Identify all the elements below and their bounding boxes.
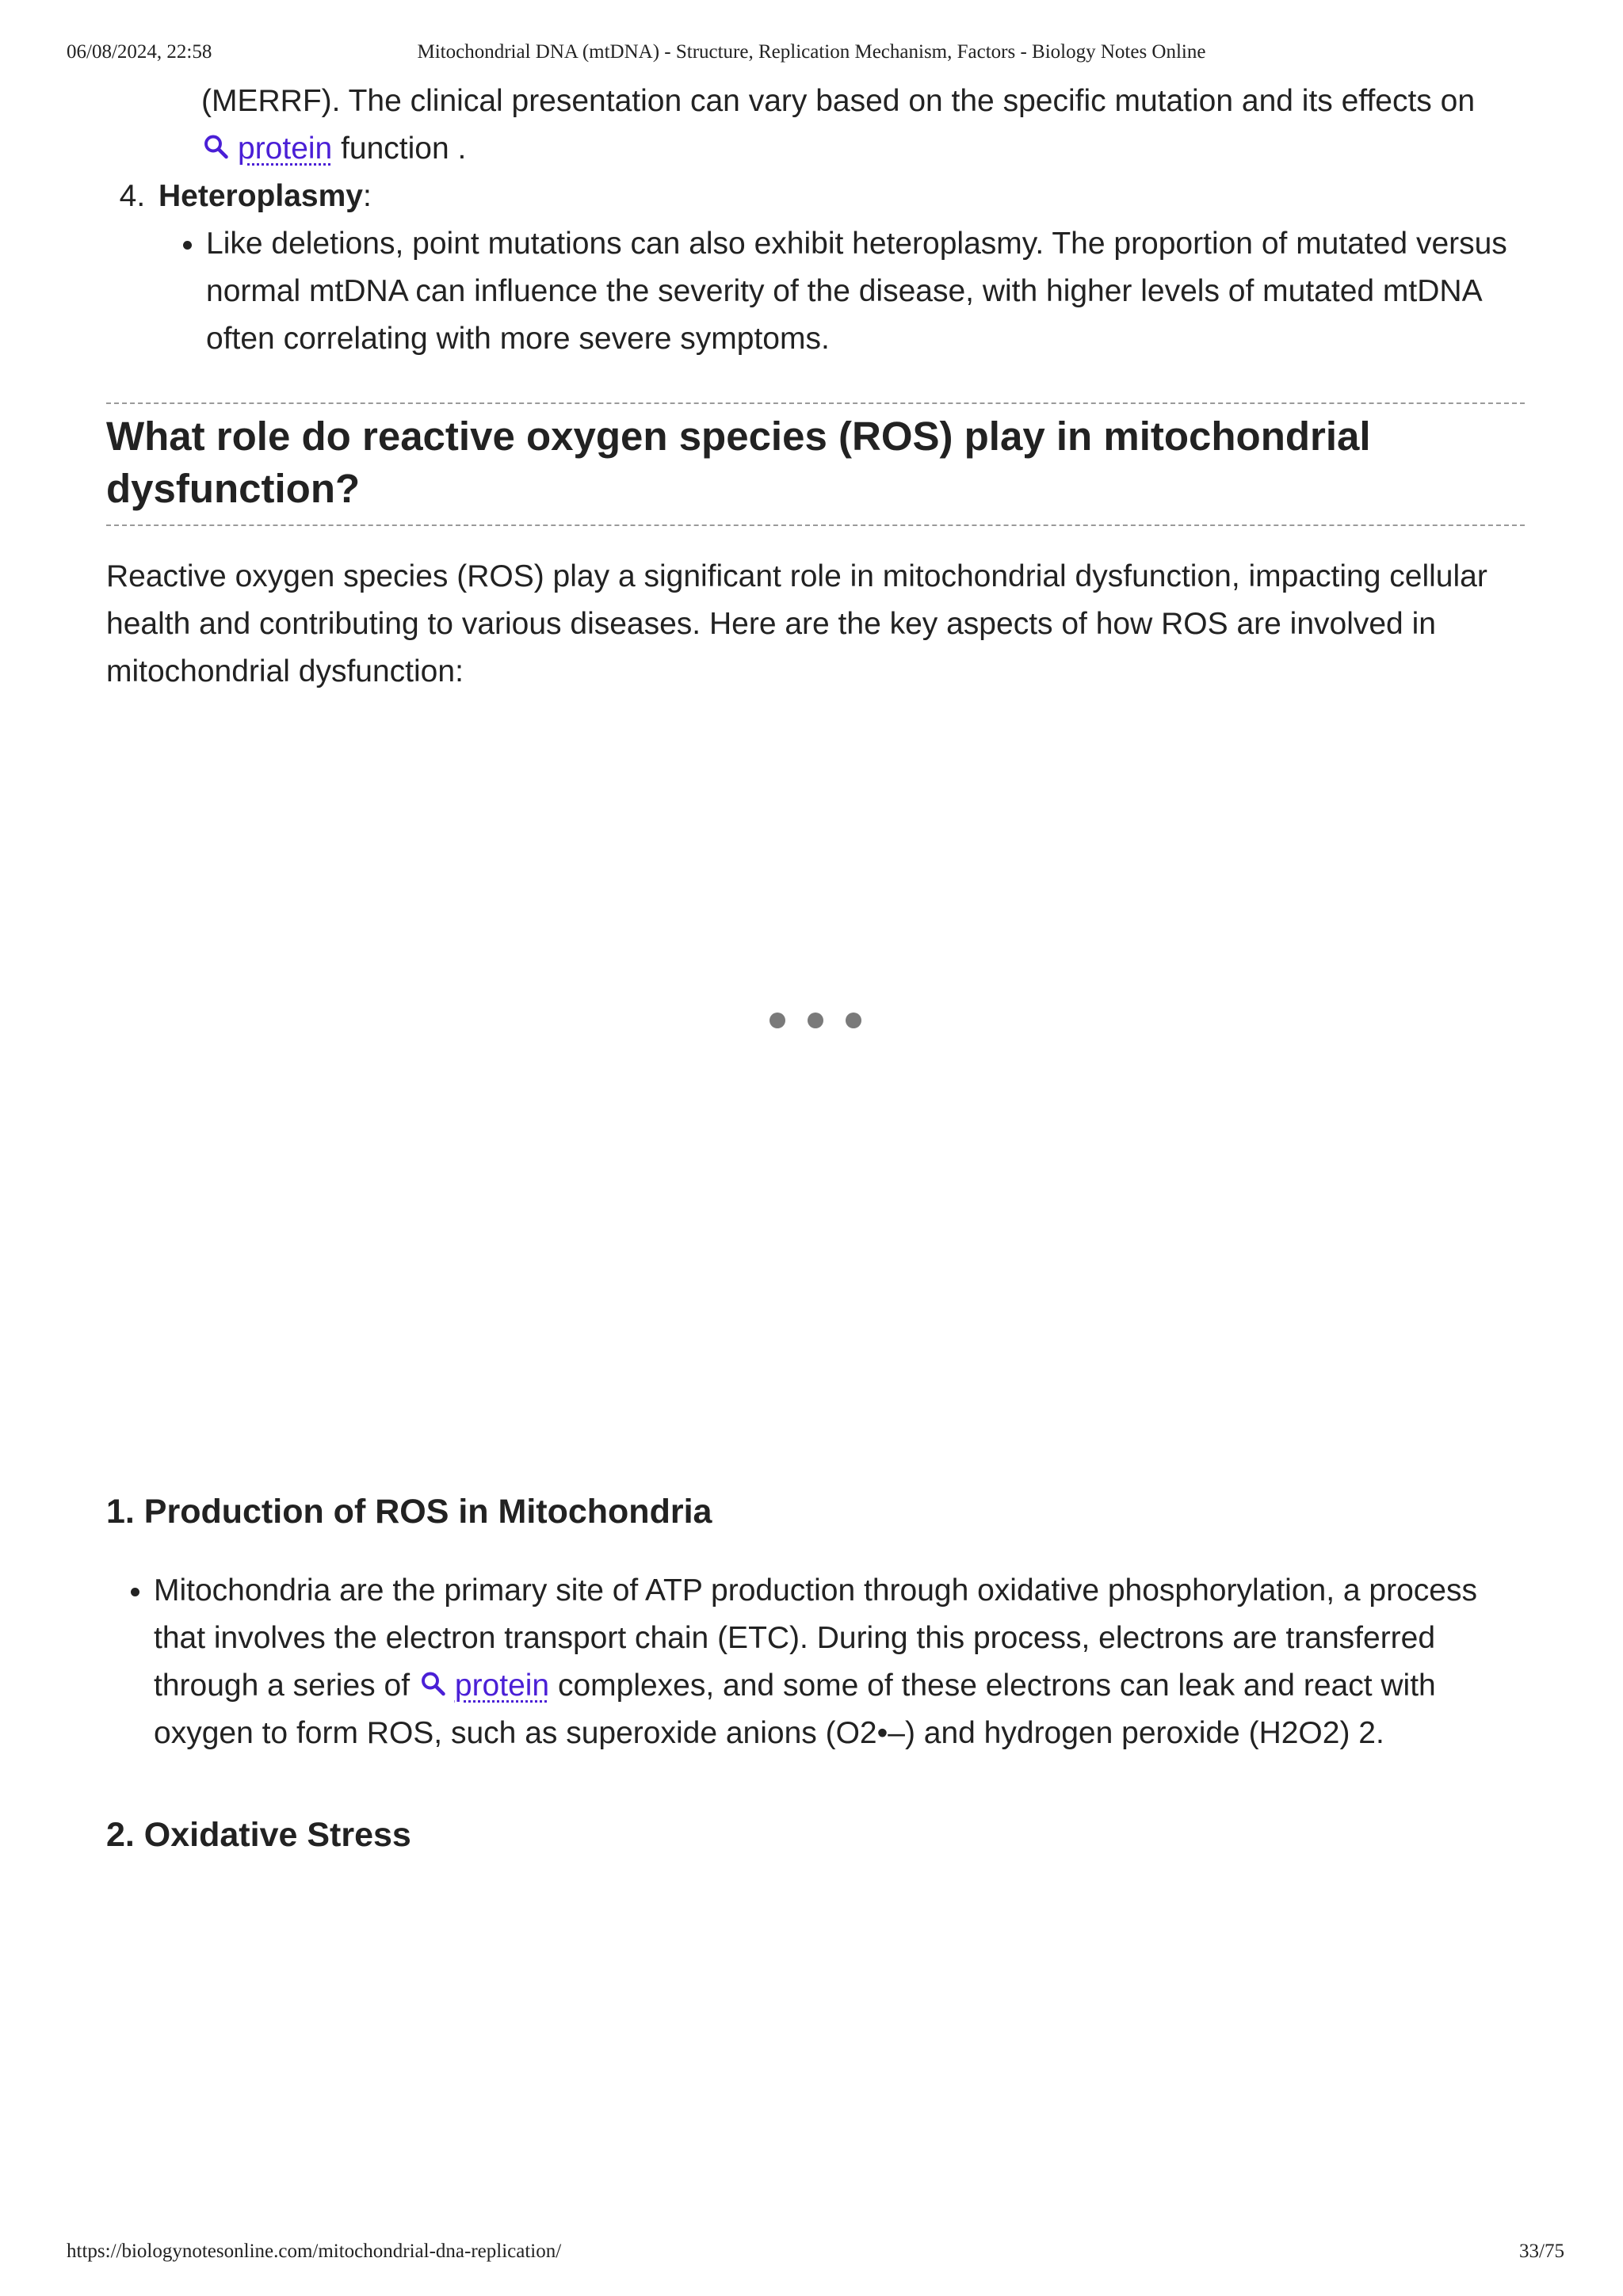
bullet-text-tail: complexes, and some of these electrons can leak and react with oxygen to form ROS, such as superoxide anions (O2•–) and hydrogen peroxide (H2O2) 2. <box>154 1669 1436 1750</box>
bullet-item: • Like deletions, point mutations can also exhibit heteroplasmy. The proportion of mutated versus normal mtDNA can influence the severity of the disease, with higher levels of mutated mtDNA often correlating with more severe symptoms. <box>206 220 1525 363</box>
loading-dots-icon <box>106 1005 1525 1052</box>
search-icon <box>201 133 230 162</box>
print-header <box>0 41 1623 73</box>
protein-keyword-link[interactable]: protein <box>238 132 333 166</box>
section-intro: Reactive oxygen species (ROS) play a significant role in mitochondrial dysfunction, impacting cellular health and contributing to various diseases. Here are the key aspects of how ROS are involved in mitochondrial dysfunction: <box>106 559 1487 688</box>
list-item-colon: : <box>362 179 372 213</box>
search-icon <box>418 1670 447 1699</box>
article-content <box>106 78 1525 1854</box>
numbered-list <box>106 173 1525 363</box>
subsection-bullets <box>106 1567 1525 1757</box>
list-item-heteroplasmy <box>154 173 1525 363</box>
print-url: https://biologynotesonline.com/mitochondrial-dna-replication/ <box>67 2241 562 2262</box>
continuation-text: (MERRF). The clinical presentation can vary based on the specific mutation and its effects on <box>201 84 1476 118</box>
subsection-heading: 1. Production of ROS in Mitochondria <box>106 1493 712 1531</box>
section-heading-block <box>106 402 1525 526</box>
print-page-number: 33/75 <box>1519 2241 1564 2262</box>
print-datetime: 06/08/2024, 22:58 <box>67 41 212 63</box>
protein-keyword-link[interactable]: protein <box>454 1669 550 1703</box>
subsection-heading-partial: 2. Oxidative Stress <box>106 1816 411 1854</box>
bullet-item <box>154 1567 1525 1757</box>
continuation-paragraph <box>106 78 1525 173</box>
print-footer <box>0 2241 1623 2272</box>
section-heading: What role do reactive oxygen species (ROS) play in mitochondrial dysfunction? <box>106 414 1371 511</box>
loading-dot <box>808 1013 823 1028</box>
print-page-title: Mitochondrial DNA (mtDNA) - Structure, Replication Mechanism, Factors - Biology Notes Online <box>417 41 1206 63</box>
continuation-tail: function . <box>332 132 467 166</box>
bullet-text: Mitochondria are the primary site of ATP production through oxidative phosphorylation, a process that involves the electron transport chain (ETC). During this process, electrons are transferred through a series of <box>154 1573 1477 1703</box>
heteroplasmy-bullets <box>158 220 1525 363</box>
list-item-title: Heteroplasmy <box>158 179 363 213</box>
ad-placeholder <box>106 696 1525 1488</box>
loading-dot <box>846 1013 861 1028</box>
loading-dot <box>769 1013 785 1028</box>
